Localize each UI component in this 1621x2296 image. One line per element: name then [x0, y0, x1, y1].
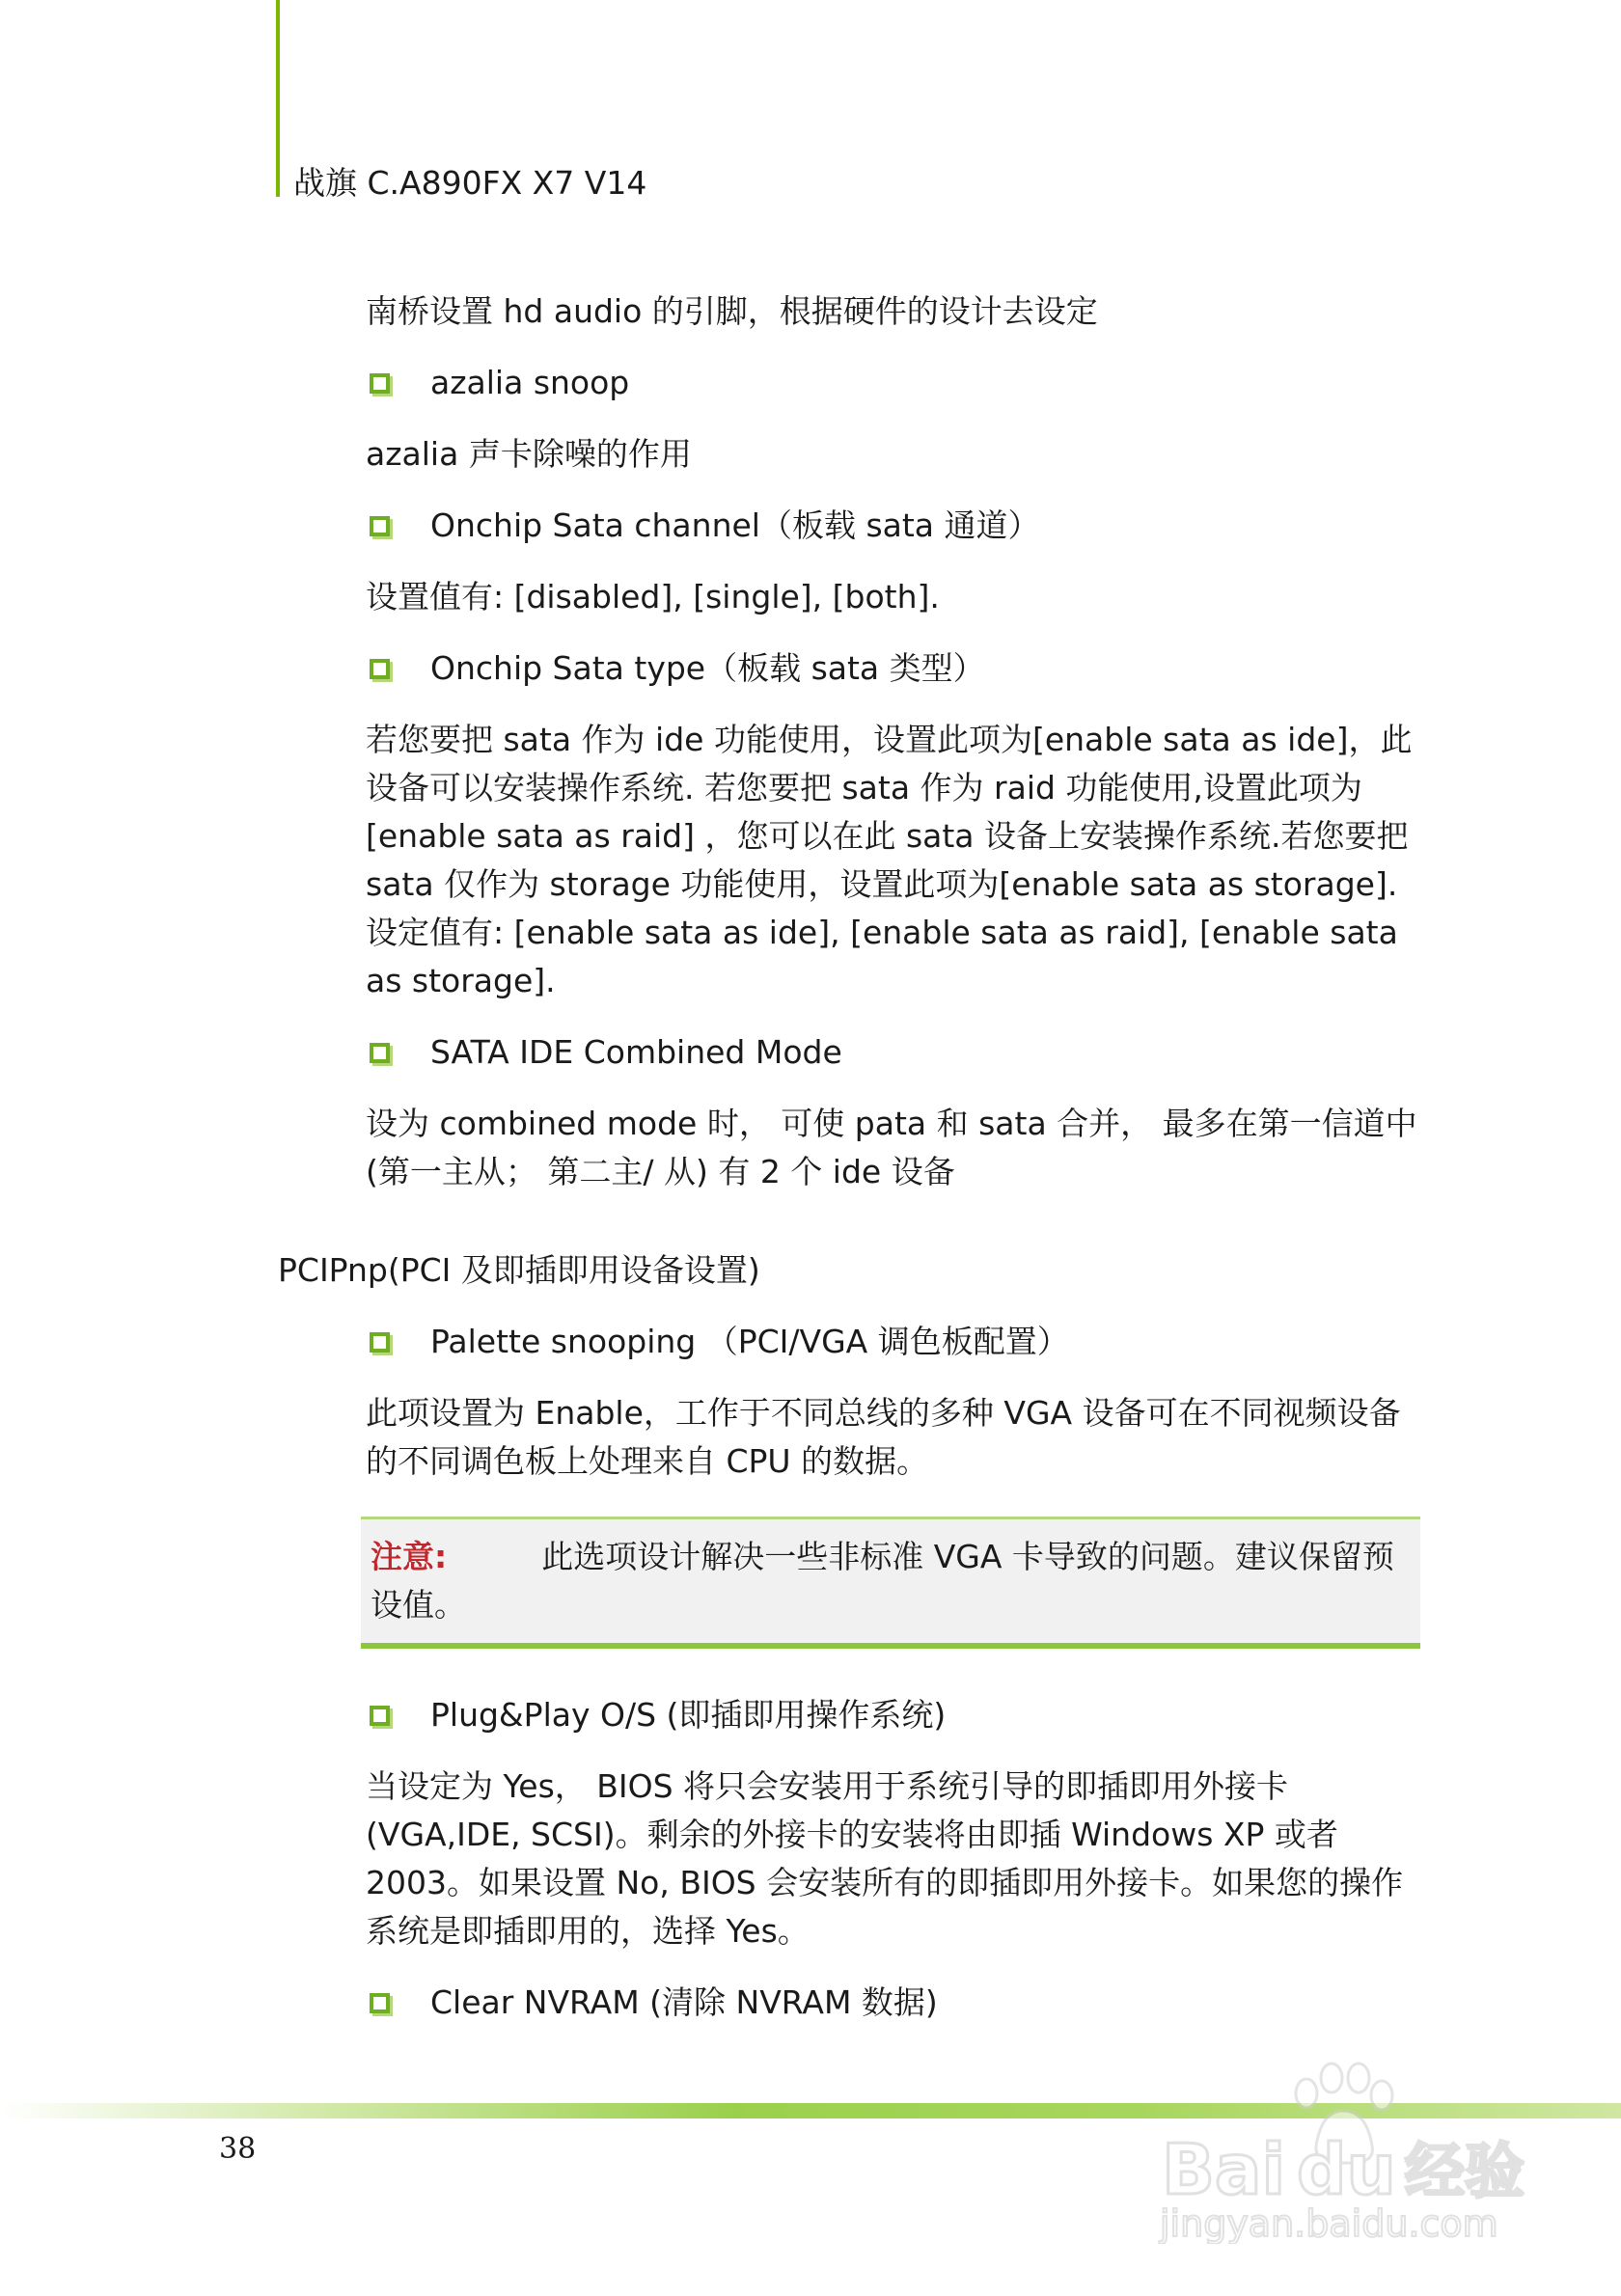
checkbox-bullet-icon [370, 1993, 390, 2013]
paragraph-palette-snooping: 此项设置为 Enable，工作于不同总线的多种 VGA 设备可在不同视频设备的不同调色板上处理来自 CPU 的数据。 [366, 1394, 1401, 1480]
baidu-jingyan-watermark-logo [1152, 2051, 1538, 2244]
bullet-onchip-sata-channel [366, 502, 1417, 550]
page-number: 38 [219, 2132, 257, 2166]
note-text: 此选项设计解决一些非标准 VGA 卡导致的问题。建议保留预设值。 [371, 1538, 1394, 1624]
paragraph-plug-and-play: 当设定为 Yes， BIOS 将只会安装用于系统引导的即插即用外接卡(VGA,IDE, SCSI)。剩余的外接卡的安装将由即插 Windows XP 或者 2003。如果设置 No, BIOS 会安装所有的即插即用外接卡。如果您的操作系统是即插即用的，选择 Yes。 [366, 1767, 1404, 1950]
paragraph-hd-audio: 南桥设置 hd audio 的引脚，根据硬件的设计去设定 [366, 292, 1098, 330]
bullet-clear-nvram [366, 1979, 1417, 2027]
bullet-label: Palette snooping （PCI/VGA 调色板配置） [430, 1323, 1069, 1360]
svg-text:Bai: Bai [1162, 2129, 1286, 2210]
paragraph-combined-mode: 设为 combined mode 时， 可使 pata 和 sata 合并， 最多在第一信道中(第一主从； 第二主/ 从) 有 2 个 ide 设备 [366, 1105, 1417, 1190]
bullet-label: azalia snoop [430, 364, 630, 401]
bullet-azalia-snoop [366, 359, 1417, 407]
note-label: 注意: [371, 1538, 448, 1575]
checkbox-bullet-icon [370, 373, 390, 394]
paragraph-azalia: azalia 声卡除噪的作用 [366, 435, 692, 473]
checkbox-bullet-icon [370, 659, 390, 679]
note-callout [361, 1517, 1420, 1649]
svg-text:du: du [1297, 2129, 1396, 2210]
bullet-label: SATA IDE Combined Mode [430, 1033, 842, 1071]
header-accent-rule [276, 0, 280, 197]
paragraph-sata-channel-values: 设置值有: [disabled], [single], [both]. [366, 578, 940, 615]
bullet-label: Plug&Play O/S (即插即用操作系统) [430, 1696, 947, 1734]
checkbox-bullet-icon [370, 1043, 390, 1063]
bullet-label: Clear NVRAM (清除 NVRAM 数据) [430, 1983, 938, 2021]
bullet-onchip-sata-type [366, 644, 1417, 693]
checkbox-bullet-icon [370, 1706, 390, 1726]
bullet-palette-snooping [366, 1318, 1417, 1366]
bullet-label: Onchip Sata channel（板载 sata 通道） [430, 506, 1040, 544]
page-content [278, 287, 1417, 2050]
document-header-title: 战旗 C.A890FX X7 V14 [293, 164, 647, 202]
checkbox-bullet-icon [370, 1332, 390, 1353]
svg-text:经验: 经验 [1405, 2136, 1525, 2206]
section-heading-pcipnp: PCIPnp(PCI 及即插即用设备设置) [278, 1251, 760, 1289]
paragraph-sata-type: 若您要把 sata 作为 ide 功能使用，设置此项为[enable sata as ide]，此设备可以安装操作系统. 若您要把 sata 作为 raid 功能使用,设置此项为[enable sata as raid] ，您可以在此 sata 设备上安装操作系统.若您要把 sata 仅作为 storage 功能使用，设置此项为[enable sata as storage].设定值有: [enable sata as ide], [enable sata as raid], [enable sata as storage]. [366, 721, 1413, 999]
svg-text:jingyan.baidu.com: jingyan.baidu.com [1160, 2202, 1498, 2244]
bullet-sata-ide-combined [366, 1028, 1417, 1077]
checkbox-bullet-icon [370, 516, 390, 536]
bullet-label: Onchip Sata type（板载 sata 类型） [430, 649, 985, 687]
bullet-plug-and-play-os [366, 1691, 1417, 1739]
